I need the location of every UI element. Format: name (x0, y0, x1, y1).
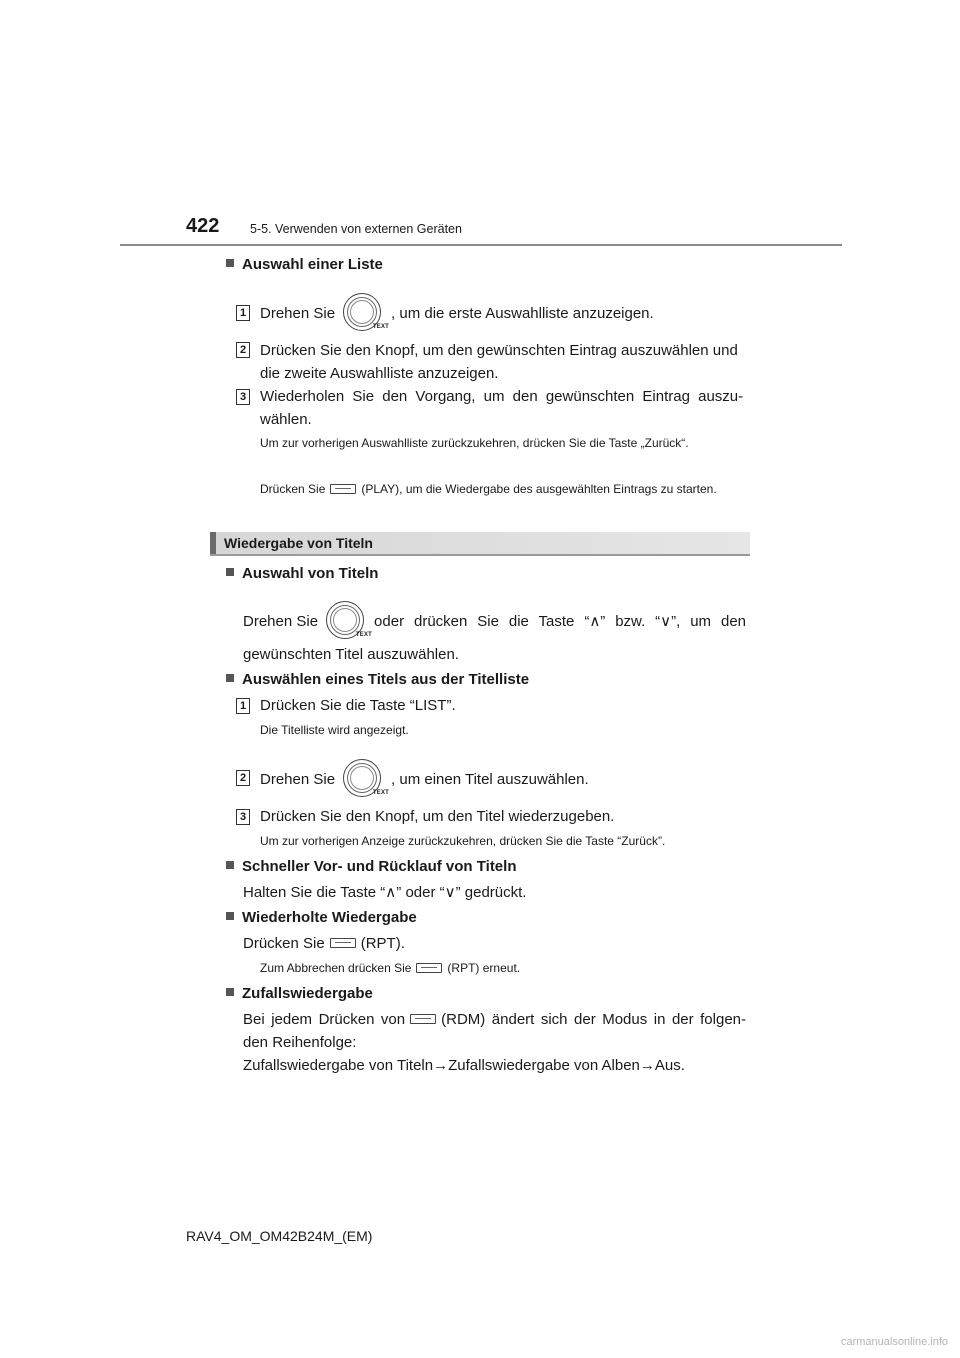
bullet-square-icon (226, 568, 234, 576)
repeat-text: Drücken Sie (RPT). (243, 935, 405, 952)
step-3-text: Wiederholen Sie den Vorgang, um den gewünschten Eintrag auszu- wählen. (260, 388, 744, 428)
note-play: Drücken Sie (PLAY), um die Wiedergabe des ausgewählten Eintrags zu starten. (260, 482, 717, 496)
tune-knob-icon: TEXT (341, 291, 385, 335)
bullet-square-icon (226, 259, 234, 267)
list-step-3-text: Drücken Sie den Knopf, um den Titel wiederzugeben. (260, 808, 615, 825)
bullet-square-icon (226, 988, 234, 996)
step-badge: 2 (236, 342, 250, 358)
list-step-1-note: Die Titelliste wird angezeigt. (260, 723, 409, 737)
step-badge: 1 (236, 698, 250, 714)
step-badge: 2 (236, 770, 250, 786)
step-1-text: Drehen Sie TEXT , um die erste Auswahlliste anzuzeigen. (260, 288, 654, 338)
section-bar-wiedergabe (210, 532, 750, 556)
step-2-text: Drücken Sie den Knopf, um den gewünschten Eintrag auszuwählen und die zweite Auswahlliste anzuzeigen. (260, 342, 738, 382)
bullet-square-icon (226, 674, 234, 682)
titles-text-line2: gewünschten Titel auszuwählen. (243, 646, 459, 663)
heading-wiederholte-wiedergabe: Wiederholte Wiedergabe (226, 909, 417, 926)
note-zurueck: Um zur vorherigen Auswahlliste zurückzukehren, drücken Sie die Taste „Zurück“. (260, 436, 689, 450)
heading-auswahl-liste: Auswahl einer Liste (226, 256, 383, 273)
footer-code: RAV4_OM_OM42B24M_(EM) (186, 1228, 373, 1244)
bullet-square-icon (226, 912, 234, 920)
step-badge: 3 (236, 809, 250, 825)
step-badge: 3 (236, 389, 250, 405)
button-icon (416, 963, 442, 973)
button-icon (330, 484, 356, 494)
list-step-2-text: Drehen Sie TEXT , um einen Titel auszuwählen. (260, 754, 589, 804)
section-title: Wiedergabe von Titeln (224, 535, 373, 551)
heading-schneller-lauf: Schneller Vor- und Rücklauf von Titeln (226, 858, 516, 875)
heading-auswahl-titeln: Auswahl von Titeln (226, 565, 378, 582)
button-icon (410, 1014, 436, 1024)
repeat-note: Zum Abbrechen drücken Sie (RPT) erneut. (260, 961, 521, 975)
tune-knob-icon: TEXT (341, 757, 385, 801)
bullet-square-icon (226, 861, 234, 869)
chapter-title: 5-5. Verwenden von externen Geräten (250, 222, 462, 236)
list-step-3-note: Um zur vorherigen Anzeige zurückzukehren, drücken Sie die Taste “Zurück”. (260, 834, 666, 848)
tune-knob-icon: TEXT (324, 599, 368, 643)
header-rule (120, 244, 842, 246)
random-text: Bei jedem Drücken von (RDM) ändert sich der Modus in der folgen- den Reihenfolge: Zufallswiedergabe von Titeln→Zufallswiedergabe von Alben→Aus. (243, 1011, 747, 1074)
button-icon (330, 938, 356, 948)
fast-text: Halten Sie die Taste “∧” oder “∨” gedrückt. (243, 884, 527, 901)
watermark: carmanualsonline.info (840, 1336, 948, 1348)
step-badge: 1 (236, 305, 250, 321)
titles-text: Drehen Sie TEXT oder drücken Sie die Taste “∧” bzw. “∨”, um den (243, 597, 746, 645)
heading-zufallswiedergabe: Zufallswiedergabe (226, 985, 373, 1002)
list-step-1-text: Drücken Sie die Taste “LIST”. (260, 697, 456, 714)
heading-titelliste: Auswählen eines Titels aus der Titelliste (226, 671, 529, 688)
page-number: 422 (186, 215, 220, 237)
